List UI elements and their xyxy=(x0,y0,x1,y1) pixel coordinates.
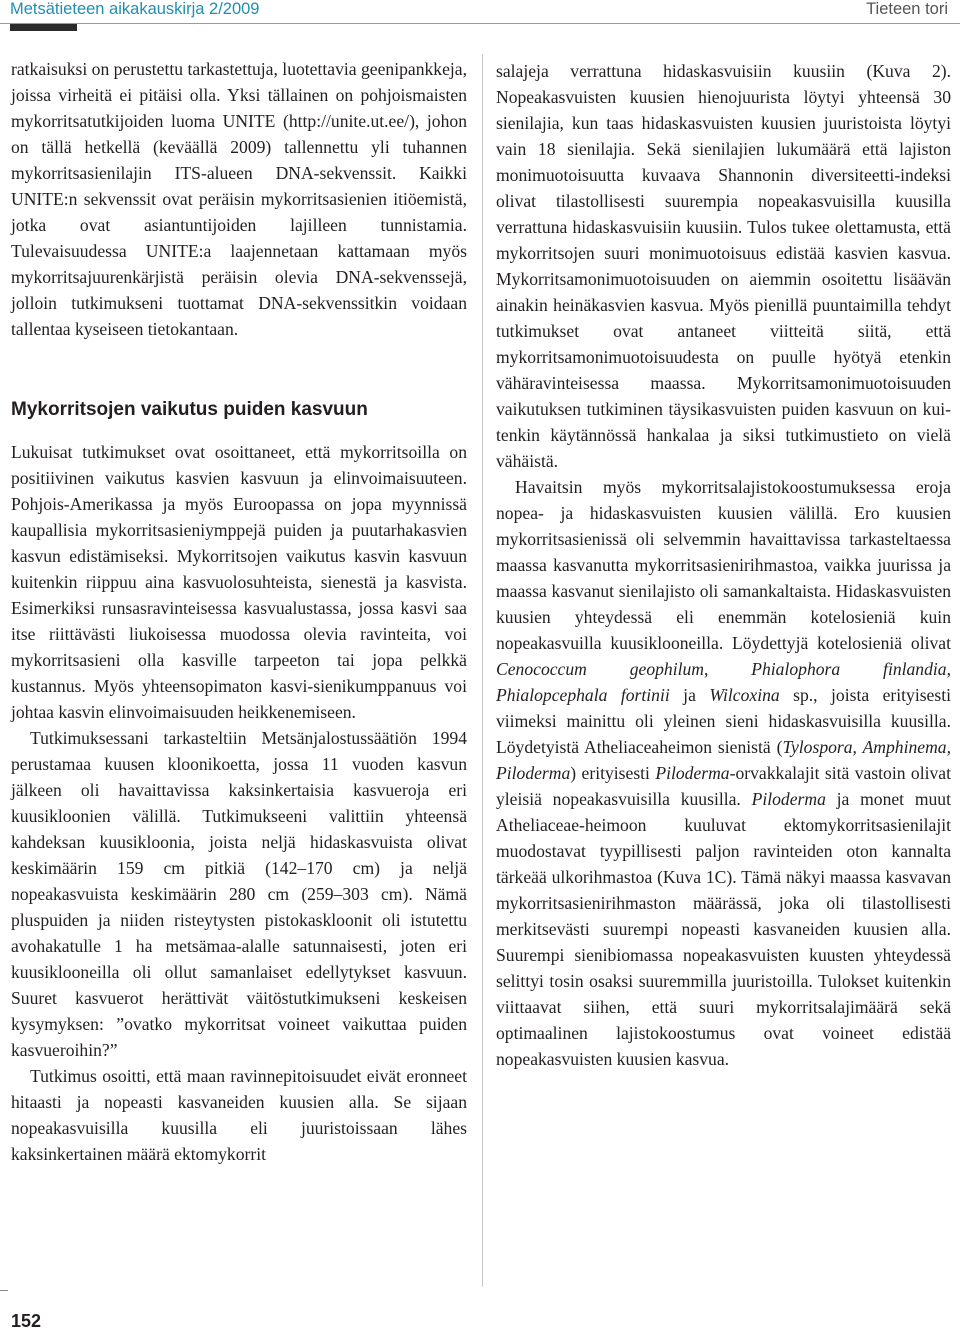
section-title: Tieteen tori xyxy=(866,0,948,18)
text-run: ja xyxy=(669,685,710,705)
species-name: Wilcoxina xyxy=(709,685,780,705)
text-run: , xyxy=(704,659,752,679)
right-paragraph-2 xyxy=(496,474,951,1072)
page-number: 152 xyxy=(11,1311,42,1331)
right-column xyxy=(496,58,951,1072)
species-name: Phialophora finlandia xyxy=(751,659,947,679)
species-name: Piloderma xyxy=(751,789,826,809)
header-bar xyxy=(10,24,77,31)
text-run: ja monet muut Atheliaceae-heimoon kuuluvat ektomykorritsasienilajit muodostavat tyypillisesti paljon ravinteiden oton kannalta tärkeää ulkorihmastoa (Kuva 1C). Tämä näkyi maassa kasvavan mykorritsasienirihmaston määrässä, joka oli tilastollisesti merkitsevästi suurempi nopeasti kasvaneiden kuusien alla. Suurempi sienibiomassa nopeakasvuisten kuusten yhteydessä selittyi tosin osaksi suuremmilla juuristoilla. Tulokset kuitenkin viittaavat siihen, että suuri mykorritsalajimäärä sekä optimaalinen lajistokoostumus ovat voineet edistää nopeakasvuisten kuusien kasvua. xyxy=(496,789,951,1069)
running-header xyxy=(0,0,960,24)
right-paragraph-1: salajeja verrattuna hidaskasvuisiin kuusiin (Kuva 2). Nopeakasvuisten kuusien hienojuurista löytyi yhteensä 30 sienilajia, kun taas hidaskasvuisten kuusien juuristoista löytyi vain 18 sienilajia. Sekä sienilajien lukumäärä että lajiston monimuotoisuutta kuvaava Shannonin diversiteetti-indeksi olivat tilastollisesti suurempia nopeakasvuisilla kuusilla verrattuna hidaskasvuisiin kuusiin. Tulos tukee olettamusta, että mykorritsojen suuri monimuotoisuus edistää kasvien kasvua. Mykorritsamonimuotoisuuden on aiemmin osoitettu lisäävän ainakin heinäkasvien kasvua. Myös pienillä puuntaimilla tehdyt tutkimukset ovat antaneet viitteitä siitä, että mykorritsamonimuotoisuudesta on puulle hyötyä etenkin vähäravinteisessa maassa. Mykorritsamonimuotoisuuden vaikutuksen tutkiminen täysikasvuisten puiden kasvuun on kuitenkin käytännössä hankalaa ja siksi tutkimustieto on vielä vähäistä. xyxy=(496,61,951,471)
header-rule xyxy=(0,23,960,24)
left-paragraph-3: Tutkimuksessani tarkasteltiin Metsänjalostussäätiön 1994 perustamaa kuusen kloonikoetta, jossa 11 vuoden kasvun jälkeen oli havaittavissa kaksinkertaisia kasvueroja eri kuusikloonien välillä. Tutkimukseeni valittiin yhteensä kahdeksan kuusikloonia, joista neljä hidaskasvuista olivat keskimäärin 159 cm pitkiä (142–170 cm) ja neljä nopeakasvuista keskimäärin 280 cm (259–303 cm). Nämä pluspuiden ja niiden risteytysten pistokaskloonit oli istutettu avohakatulle 1 ha metsämaa-alalle satunnaisesti, joten eri kuusiklooneilla oli ollut samanlaiset edellytykset kasvuun. Suuret kasvuerot herättivät väitöstutkimukseni keskeisen kysymyksen: ”ovatko mykorritsat voineet vaikuttaa puiden kasvueroihin?” xyxy=(11,728,467,1060)
journal-title: Metsätieteen aikakauskirja 2/2009 xyxy=(10,0,260,18)
footer-rule xyxy=(0,1290,8,1291)
text-run: sp., joista erityisesti viimeksi mainittu oli yleinen sieni hidaskasvuisilla kuusilla. Löydetyistä Atheliaceaheimon sienistä ( xyxy=(496,685,951,757)
left-paragraph-2: Lukuisat tutkimukset ovat osoittaneet, että mykorritsoilla on positiivinen vaikutus kasvien kasvuun ja elinvoimaisuuteen. Pohjois-Amerikassa ja myös Euroopassa on jopa myynnissä kaupallisia mykorritsasieniymppejä puiden ja puutarhakasvien kasvun edistämiseksi. Mykorritsojen vaikutus kasvin kasvuun kuitenkin riippuu aina kasvuolosuhteista, sienestä ja kasvista. Esimerkiksi runsasravinteisessa kasvualustassa, jossa kasvi saa itse riittävästi liukoisessa muodossa olevia ravinteita, voi mykorritsasieni olla kasville tarpeeton tai jopa pelkkä kustannus. Myös yhteensopimaton kasvi-sienikumppanuus voi johtaa kasvin elinvoimaisuuden heikkenemiseen. xyxy=(11,442,467,722)
column-divider xyxy=(482,54,483,1287)
species-name: Tylospora, Amphinema, Piloderma xyxy=(496,737,952,783)
text-run: Havaitsin myös mykorritsalajistokoostumuksessa eroja nopea- ja hidaskasvuisten kuusien välillä. Ero kuusien mykorritsasienissä oli selvemmin havaittavissa tarkasteltaessa maassa kasvanutta mykorritsasienirihmastoa, vaikka juurissa ja maassa kasvanut sienilajisto oli samankaltaista. Hidaskasvuisten kuusien yhteydessä eli enemmän kotelosieniä kuin nopeakasvuilla kuusiklooneilla. Löydettyjä kotelosieniä olivat xyxy=(496,477,951,653)
species-name: Phialopcephala fortinii xyxy=(496,685,670,705)
species-name: Cenococcum geophilum xyxy=(496,659,704,679)
text-run: -orvakkalajit sitä vastoin olivat yleisiä nopeakasvuisilla kuusilla. xyxy=(496,763,951,809)
left-column xyxy=(11,56,467,1167)
text-run: ) erityisesti xyxy=(570,763,656,783)
species-name: Piloderma xyxy=(655,763,730,783)
text-run: , xyxy=(946,659,951,679)
section-heading: Mykorritsojen vaikutus puiden kasvuun xyxy=(11,399,368,420)
left-paragraph-1: ratkaisuksi on perustettu tarkastettuja, luotettavia geenipankkeja, joissa virheitä ei pitäisi olla. Yksi tällainen on pohjoismaisten mykorritsatutkijoiden luoma UNITE (http://unite.ut.ee/), johon on tällä hetkellä (keväällä 2009) tallennettu yli tuhannen mykorritsasienilajin ITS-alueen DNA-sekvenssit. Kaikki UNITE:n sekvenssit ovat peräisin mykorritsasienien itiöemistä, jotka ovat asiantuntijoiden lajilleen tunnistamia. Tulevaisuudessa UNITE:a laajennetaan kattamaan myös mykorritsajuurenkärjistä peräisin olevia DNA-sekvenssejä, jolloin tutkimukseni tuottamat DNA-sekvenssitkin voidaan tallentaa kyseiseen tietokantaan. xyxy=(11,59,467,339)
left-paragraph-4: Tutkimus osoitti, että maan ravinnepitoisuudet eivät eronneet hitaasti ja nopeasti kasvaneiden kuusien alla. Se sijaan nopeakasvuisilla kuusilla eli juuristoissaan lähes kaksinkertainen määrä ektomykorrit xyxy=(11,1066,467,1164)
